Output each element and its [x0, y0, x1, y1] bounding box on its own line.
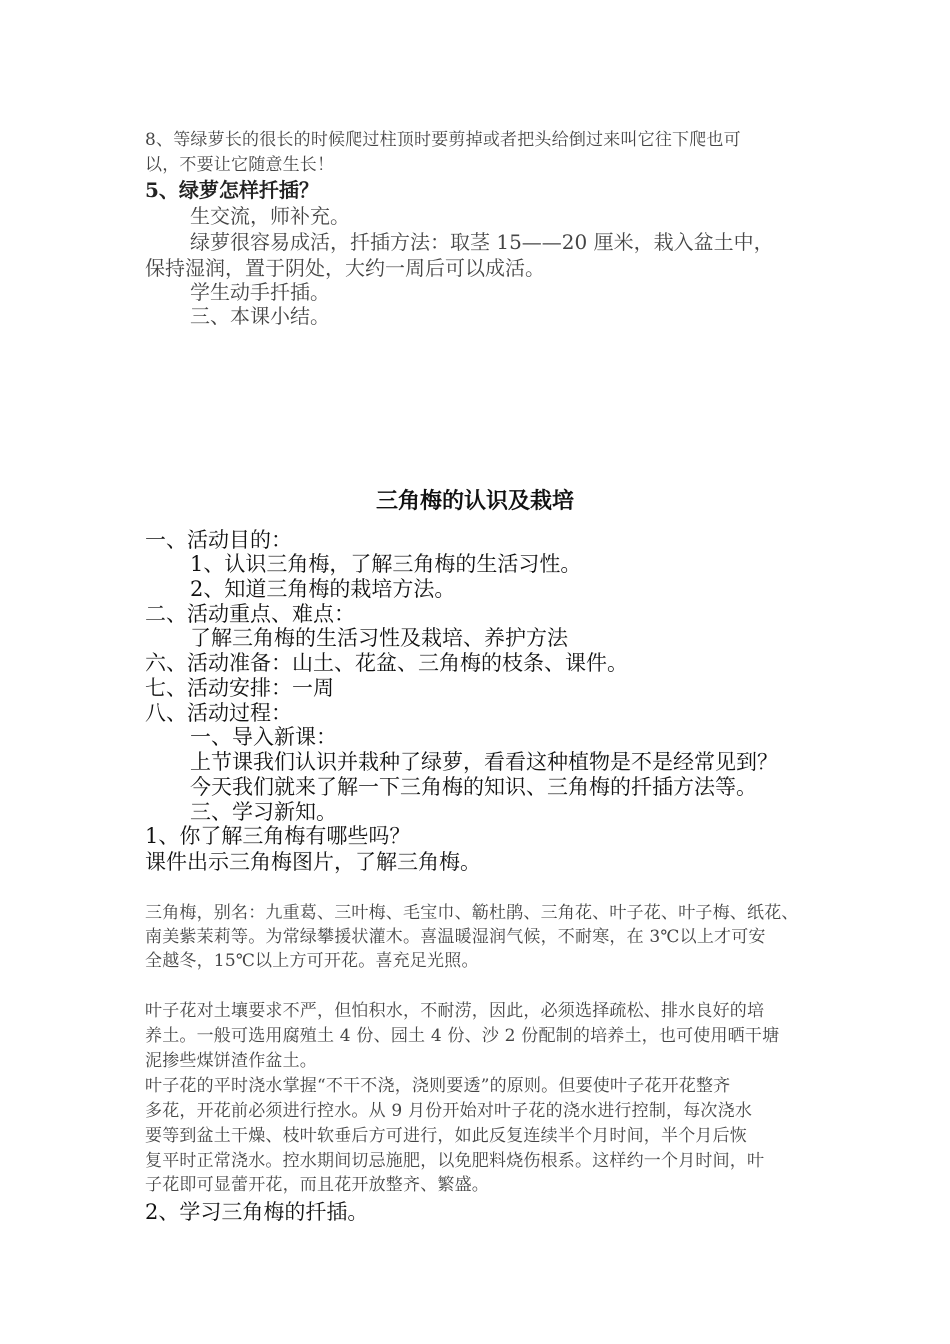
paragraph-line: 复平时正常浇水。控水期间切忌施肥，以免肥料烧伤根系。这样约一个月时间，叶 — [145, 1151, 765, 1171]
paragraph-line: 三角梅，别名：九重葛、三叶梅、毛宝巾、簕杜鹃、三角花、叶子花、叶子梅、纸花、 — [145, 903, 799, 923]
paragraph-line: 绿萝很容易成活，扦插方法：取茎 15——20 厘米，栽入盆土中， — [190, 230, 774, 254]
paragraph-line: 子花即可显蕾开花，而且花开放整齐、繁盛。 — [145, 1175, 489, 1195]
paragraph-line: 上节课我们认识并栽种了绿萝，看看这种植物是不是经常见到？ — [190, 750, 778, 774]
paragraph-line: 课件出示三角梅图片，了解三角梅。 — [145, 850, 481, 874]
paragraph-line: 三、学习新知。 — [190, 800, 337, 824]
paragraph-line: 保持湿润，置于阴处，大约一周后可以成活。 — [145, 256, 545, 280]
paragraph-line: 要等到盆土干燥、枝叶软垂后方可进行，如此反复连续半个月时间，半个月后恢 — [145, 1126, 747, 1146]
paragraph-line: 养土。一般可选用腐殖土 4 份、园土 4 份、沙 2 份配制的培养土，也可使用晒干塘 — [145, 1026, 780, 1046]
section-heading: 5、绿萝怎样扦插？ — [145, 178, 319, 202]
paragraph-line: 全越冬，15℃以上方可开花。喜充足光照。 — [145, 951, 479, 971]
paragraph-line: 多花，开花前必须进行控水。从 9 月份开始对叶子花的浇水进行控制，每次浇水 — [145, 1101, 753, 1121]
paragraph-line: 一、导入新课： — [190, 725, 337, 749]
question-line: 1、你了解三角梅有哪些吗？ — [145, 824, 411, 848]
heading-line: 一、活动目的： — [145, 528, 292, 552]
list-item: 1、认识三角梅，了解三角梅的生活习性。 — [190, 552, 582, 576]
heading-line: 六、活动准备：山土、花盆、三角梅的枝条、课件。 — [145, 651, 628, 675]
paragraph-line: 生交流，师补充。 — [190, 204, 350, 228]
paragraph-line: 三、本课小结。 — [190, 304, 330, 328]
heading-line: 七、活动安排：一周 — [145, 676, 334, 700]
paragraph-line: 叶子花对土壤要求不严，但怕积水，不耐涝，因此，必须选择疏松、排水良好的培 — [145, 1001, 765, 1021]
paragraph-line: 学生动手扦插。 — [190, 280, 330, 304]
paragraph-line: 叶子花的平时浇水掌握“不干不浇，浇则要透”的原则。但要使叶子花开花整齐 — [145, 1076, 731, 1096]
heading-line: 八、活动过程： — [145, 701, 292, 725]
heading-line: 二、活动重点、难点： — [145, 602, 355, 626]
list-item: 2、知道三角梅的栽培方法。 — [190, 577, 456, 601]
paragraph-line: 今天我们就来了解一下三角梅的知识、三角梅的扦插方法等。 — [190, 775, 757, 799]
question-line: 2、学习三角梅的扦插。 — [145, 1200, 369, 1224]
paragraph-line: 南美紫茉莉等。为常绿攀援状灌木。喜温暖湿润气候，不耐寒，在 3℃以上才可安 — [145, 927, 766, 947]
paragraph-line: 泥掺些煤饼渣作盆土。 — [145, 1051, 317, 1071]
paragraph-line: 以，不要让它随意生长！ — [145, 155, 335, 175]
paragraph-line: 8、等绿萝长的很长的时候爬过柱顶时要剪掉或者把头给倒过来叫它往下爬也可 — [145, 130, 741, 150]
paragraph-line: 了解三角梅的生活习性及栽培、养护方法 — [190, 626, 568, 650]
page-title: 三角梅的认识及栽培 — [375, 488, 574, 514]
